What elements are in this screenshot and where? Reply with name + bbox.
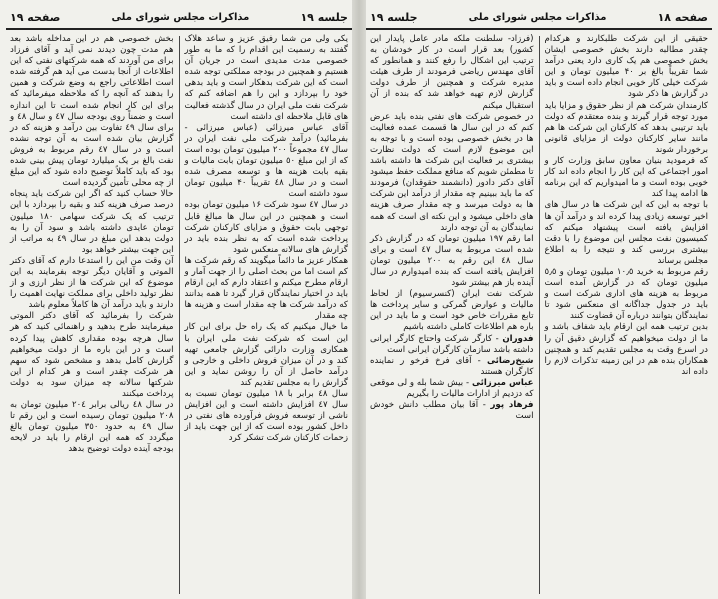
right-page-header [366, 6, 712, 30]
speaker-remark [370, 356, 534, 378]
speaker-text: - آقا بیان مطلب دانش خودش است [370, 400, 534, 422]
column-rule [539, 36, 540, 594]
paragraph: بخش خصوصی هم در این مداخله باشد بعد هم مدت چون دیدند نمی آید و آقای فرزاد برای من آوردند که همه شرکتهای نفتی که این اطلاعات از آنجا بدست می آید هم گرفته شده است اطلاعاتی راجع به وضع شرکت و همین را بدهند که آنچه را که ملاحظه میفرمائید که برای این کار انجام شده است تا این اندازه است و ضمناً روی بودجه سال ٤٧ و سال ٤٨ و برای سال ٤٩ تفاوت بین درآمد و هزینه که در گزارش بیان شده است به آن توجه نشده است و در سال ٤٧ رقم مربوط به فروش نفت بالغ بر یک میلیارد تومان پیش بینی شده بود که باید کاملاً توضیح داده شود که این مبلغ از چه محلی تأمین گردیده است [10, 34, 174, 189]
paragraph: همکار عزیز ما دائماً میگویند که رقم شرکت ها کم است اما من بحث اصلی را از جهت آمار و ارقام مطرح میکنم و اعتقاد دارم که این ارقام باید در اختیار نمایندگان قرار گیرد تا همه بدانند که درآمد شرکت ها چه مقدار است و هزینه ها چه مقدار [184, 255, 348, 322]
paragraph: بدین ترتیب همه این ارقام باید شفاف باشد و ما از دولت میخواهیم که گزارش دقیق آن را در اسرع وقت به مجلس تقدیم کند و همچنین همکاران بنده هم در این زمینه تذکرات لازم را داده اند [544, 322, 708, 377]
left-page-column-right [181, 34, 353, 596]
left-page-columns [6, 34, 352, 596]
speaker-remark [370, 334, 534, 356]
left-page [6, 6, 352, 596]
speaker-text: - آقای فرخ فرخو ر نماینده کارگران هستند [370, 355, 534, 377]
speaker-text: - بیش شما بله و لی موقعی که دزدیم از ادارات مالیات را بگیریم [370, 377, 534, 399]
speaker-remark [370, 400, 534, 422]
paragraph: آن وقت من این را استدعا دارم که آقای دکتر الموتی و آقایان دیگر توجه بفرمایند به این موضوع که این شرکت ها از نظر ارزی و از نظر تولید داخلی برای مملکت نهایت اهمیت را دارند و باید درآمد آن ها کاملاً معلوم باشد [10, 255, 174, 311]
paragraph: (فرزاد- سلطنت ملکه مادر عامل پایدار این کشور) بعد قرار است در کار خودشان به ترتیب این اشکال را رفع کنند و همانطور که آقای مهندس ریاضی فرمودند از طرف هیئت مدیره شرکت و همچنین از طرف دولت گزارش لازم تهیه خواهد شد که بنده از آن استقبال میکنم [370, 34, 534, 111]
right-page-column-left [366, 34, 538, 596]
left-page-number: صفحه ١٩ [10, 10, 61, 24]
speaker-name: فدوران [502, 333, 534, 344]
paragraph: حقیقی از این شرکت طلبکارند و هرکدام چقدر مطالبه دارند بخش خصوصی ایشان بخش خصوصی هم یک کاری دارد یعنی درآمد شما تقریباً بالغ بر ۴۰ میلیون تومان و این شرکت خیلی کار خوبی انجام داده است و باید در گزارش ها ذکر شود [544, 34, 708, 100]
right-page-running-title: مذاكرات مجلس شوراى ملى [468, 11, 607, 23]
paragraph: آقای دکتر دادور (دانشمند حقوقدان) فرمودند که ما باید ببینیم چه مقدار از درآمد این شرکت ها به دولت میرسد و چه مقدار صرف هزینه های داخلی میشود و این نکته ای است که همه نمایندگان به آن توجه دارند [370, 178, 534, 233]
paragraph: اما رقم ١٩٧ میلیون تومان که در گزارش ذکر شده است مربوط به سال ٤٧ است و برای سال ٤٨ این رقم به ٢٠٠ میلیون تومان افزایش یافته است که بنده امیدوارم در سال آینده باز هم بیشتر شود [370, 233, 534, 289]
right-page-columns [366, 34, 712, 596]
paragraph: رقم مربوط به خرید ١٠٫٥ میلیون تومان و ٥٫٥ میلیون تومان که در گزارش آمده است مربوط به هزینه های اداری شرکت است و باید در جدول جداگانه ای منعکس شود تا نمایندگان بتوانند درباره آن قضاوت کنند [544, 266, 709, 322]
speaker-name: عباس میرزائی [471, 377, 534, 388]
paragraph: با توجه به این که این شرکت ها در سال های اخیر توسعه زیادی پیدا کرده اند و درآمد آن ها افزایش یافته است پیشنهاد میکنم که کمیسیون نفت مجلس این موضوع را با دقت بیشتری بررسی کند و نتیجه را به اطلاع مجلس برساند [544, 200, 708, 266]
left-page-header [6, 6, 352, 30]
column-rule [179, 36, 180, 594]
paragraph: آقای عباس میرزائی (عباس میرزائی - بفرمائید) درآمد شرکت ملی نفت ایران در سال ٤٧ مجموعاً ٢٠٠ میلیون تومان بوده است که از این مبلغ ٥٠ میلیون تومان بابت مالیات و بقیه بابت هزینه ها و توسعه مصرف شده است و در سال ٤٨ تقریباً ۴۰ میلیون تومان سود داشته است [184, 122, 348, 200]
right-page-column-right [541, 34, 713, 596]
right-page-number: صفحه ١٨ [657, 10, 708, 24]
paragraph: شرکت را بفرمائید که آقای دکتر الموتی میفرمایند طرح بدهید و راهنمائی کنید که هر سال هرچه بوده مقداری کاهش پیدا کرده است و در این باره ما از دولت میخواهیم گزارش کامل بدهد و مشخص شود که سهم هر شرکت چقدر است و هر کدام از این شرکتها سالانه چه میزان سود به دولت پرداخت میکنند [10, 311, 174, 399]
right-page-session: جلسه ١٩ [370, 10, 418, 24]
speaker-name: شیخ‌رضائی [486, 355, 534, 366]
speaker-text: - کارگر شرکت واحتاج کارگر ایرانی داشته باشد سازمان کارگران ایرانی است [370, 333, 534, 355]
paragraph: که فرمودید بنیان معاون سابق وزارت کار و امور اجتماعی که این کار را انجام داده اند کار خوبی بوده است و ما امیدواریم که این برنامه ها ادامه پیدا کند [544, 156, 708, 200]
paragraph: شرکت نفت ایران (کنسرسیوم) از لحاظ مالیات و عوارض گمرکی و سایر پرداخت ها تابع مقررات خاص خود است و ما باید در این باره هم اطلاعات کاملی داشته باشیم [370, 289, 534, 333]
paragraph: در سال ٤٨ ریالی برابر ٢٠٤ میلیون تومان به ٢٠٨ میلیون تومان رسیده است و این رقم تا سال ٤٩ به حدود ٣٥٠ میلیون تومان بالغ میگردد که همه این ارقام را باید در لایحه بودجه آینده دولت توضیح بدهد [10, 400, 174, 455]
paragraph: ما خیال میکنیم که یک راه حل برای این کار این است که شرکت نفت ملی ایران با همکاری وزارت دارائی گزارش جامعی تهیه کند و در آن میزان فروش داخلی و خارجی و درآمد حاصل از آن را روشن نماید و این گزارش را به مجلس تقدیم کند [184, 322, 348, 388]
speaker-remark [370, 378, 534, 400]
right-page [366, 6, 712, 596]
left-page-running-title: مذاكرات مجلس شوراى ملى [111, 11, 250, 23]
left-page-column-left [6, 34, 178, 596]
left-page-session: جلسه ١٩ [300, 10, 348, 24]
paragraph: کارمندان شرکت هم از نظر حقوق و مزایا باید مورد توجه قرار گیرند و بنده معتقدم که دولت باید ترتیبی بدهد که کارکنان این شرکت ها هم مانند سایر کارکنان دولت از مزایای قانونی برخوردار شوند [544, 100, 708, 155]
paragraph: سال ٤٨ برابر با ١٨ میلیون تومان نسبت به سال ٤٧ افزایش داشته است و این افزایش ناشی از توسعه فروش فرآورده های نفتی در داخل کشور بوده است که از این جهت باید از زحمات کارکنان شرکت تشکر کرد [184, 389, 349, 444]
book-gutter [352, 0, 366, 599]
speaker-name: فرهاد پور [490, 400, 534, 411]
paragraph: یکی ولی من شما رفیق عزیز و ساعد هلاک گفتند به رسمیت این اقدام را که ما به طور خصوصی مدت مدیدی است در جریان آن هستیم و همچنین در بودجه مملکتی توجه شده است که این شرکت بدهکار است و باید بدهی خود را بپردازد و این را هم اضافه کنم که شرکت نفت ملی ایران در سال گذشته فعالیت های قابل ملاحظه ای داشته است [184, 34, 348, 122]
paragraph: در خصوص شرکت های نفتی بنده باید عرض کنم که در این سال ها قسمت عمده فعالیت ها در بخش خصوصی بوده است و با توجه به این موضوع لازم است که دولت نظارت بیشتری بر فعالیت این شرکت ها داشته باشد تا مطمئن شویم که منافع مملکت حفظ میشود [370, 111, 534, 178]
paragraph: حالا حساب کنید که اگر این شرکت باید پنجاه درصد صرف هزینه کند و بقیه را بپردازد با این ترتیب که یک شرکت سهامی ١٨٠ میلیون تومان عایدی داشته باشد و سود آن را به دولت بدهد این مبلغ در سال ٤٩ به مراتب از این جهت بیشتر خواهد بود [10, 189, 174, 255]
paragraph: در سال ٤٧ سود شرکت ۱۶ میلیون تومان بوده است و همچنین در این سال ها مبالغ قابل توجهی بابت حقوق و مزایای کارکنان شرکت پرداخت شده است که به نظر بنده باید در گزارش های سالانه منعکس شود [184, 200, 348, 255]
